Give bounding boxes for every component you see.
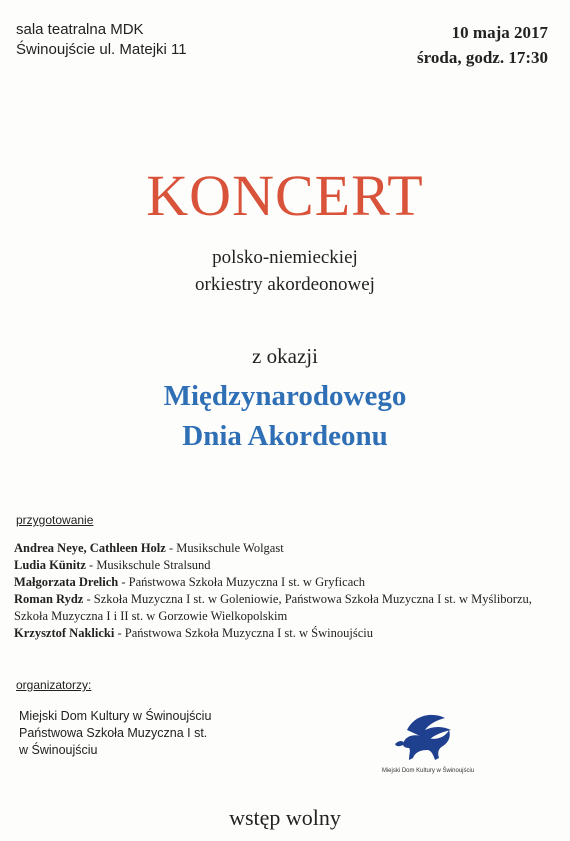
event-line-1: Międzynarodowego (163, 380, 407, 412)
teacher-names: Andrea Neye, Cathleen Holz (14, 541, 166, 555)
school-name: - Musikschule Stralsund (85, 558, 211, 572)
organizers-label: organizatorzy: (16, 678, 92, 692)
school-name: - Musikschule Wolgast (165, 541, 284, 555)
organizer-line-3: w Świnoujściu (19, 743, 98, 757)
date-line-1: 10 maja 2017 (451, 23, 548, 42)
list-item (14, 540, 554, 557)
organizers-list (19, 708, 211, 759)
list-item (14, 557, 554, 574)
poster-subtitle (0, 244, 570, 298)
school-name: - Szkoła Muzyczna I st. w Goleniowie, Państwowa Szkoła Muzyczna I st. w Myśliborzu, Szkoła Muzyczna I i II st. w Gorzowie Wielkopolskim (14, 592, 532, 623)
school-name: - Państwowa Szkoła Muzyczna I st. w Gryficach (118, 575, 366, 589)
organizer-line-1: Miejski Dom Kultury w Świnoujściu (19, 709, 212, 723)
preparation-list (14, 540, 554, 642)
teacher-names: Roman Rydz (14, 592, 84, 606)
event-date (417, 20, 548, 70)
teacher-names: Ludia Künitz (14, 558, 86, 572)
teacher-names: Krzysztof Naklicki (14, 626, 115, 640)
list-item (14, 591, 554, 625)
event-line-2: Dnia Akordeonu (182, 420, 388, 452)
subtitle-line-2: orkiestry akordeonowej (195, 274, 375, 295)
list-item (14, 625, 554, 642)
venue-address (16, 20, 187, 60)
pegasus-logo-icon (393, 710, 463, 766)
subtitle-line-1: polsko-niemieckiej (212, 247, 358, 268)
date-line-2: środa, godz. 17:30 (417, 48, 548, 67)
logo-caption: Miejski Dom Kultury w Świnoujściu (381, 768, 475, 774)
school-name: - Państwowa Szkoła Muzyczna I st. w Świnoujściu (114, 626, 373, 640)
event-name (0, 376, 570, 456)
mdk-logo (373, 710, 483, 786)
admission-note: wstęp wolny (229, 805, 341, 830)
venue-line-1: sala teatralna MDK (16, 21, 144, 38)
venue-line-2: Świnoujście ul. Matejki 11 (16, 41, 187, 58)
poster-title: KONCERT (146, 163, 424, 228)
list-item (14, 574, 554, 591)
occasion-text: z okazji (252, 344, 318, 368)
organizer-line-2: Państwowa Szkoła Muzyczna I st. (19, 726, 208, 740)
teacher-names: Małgorzata Drelich (14, 575, 119, 589)
preparation-label: przygotowanie (16, 513, 94, 527)
